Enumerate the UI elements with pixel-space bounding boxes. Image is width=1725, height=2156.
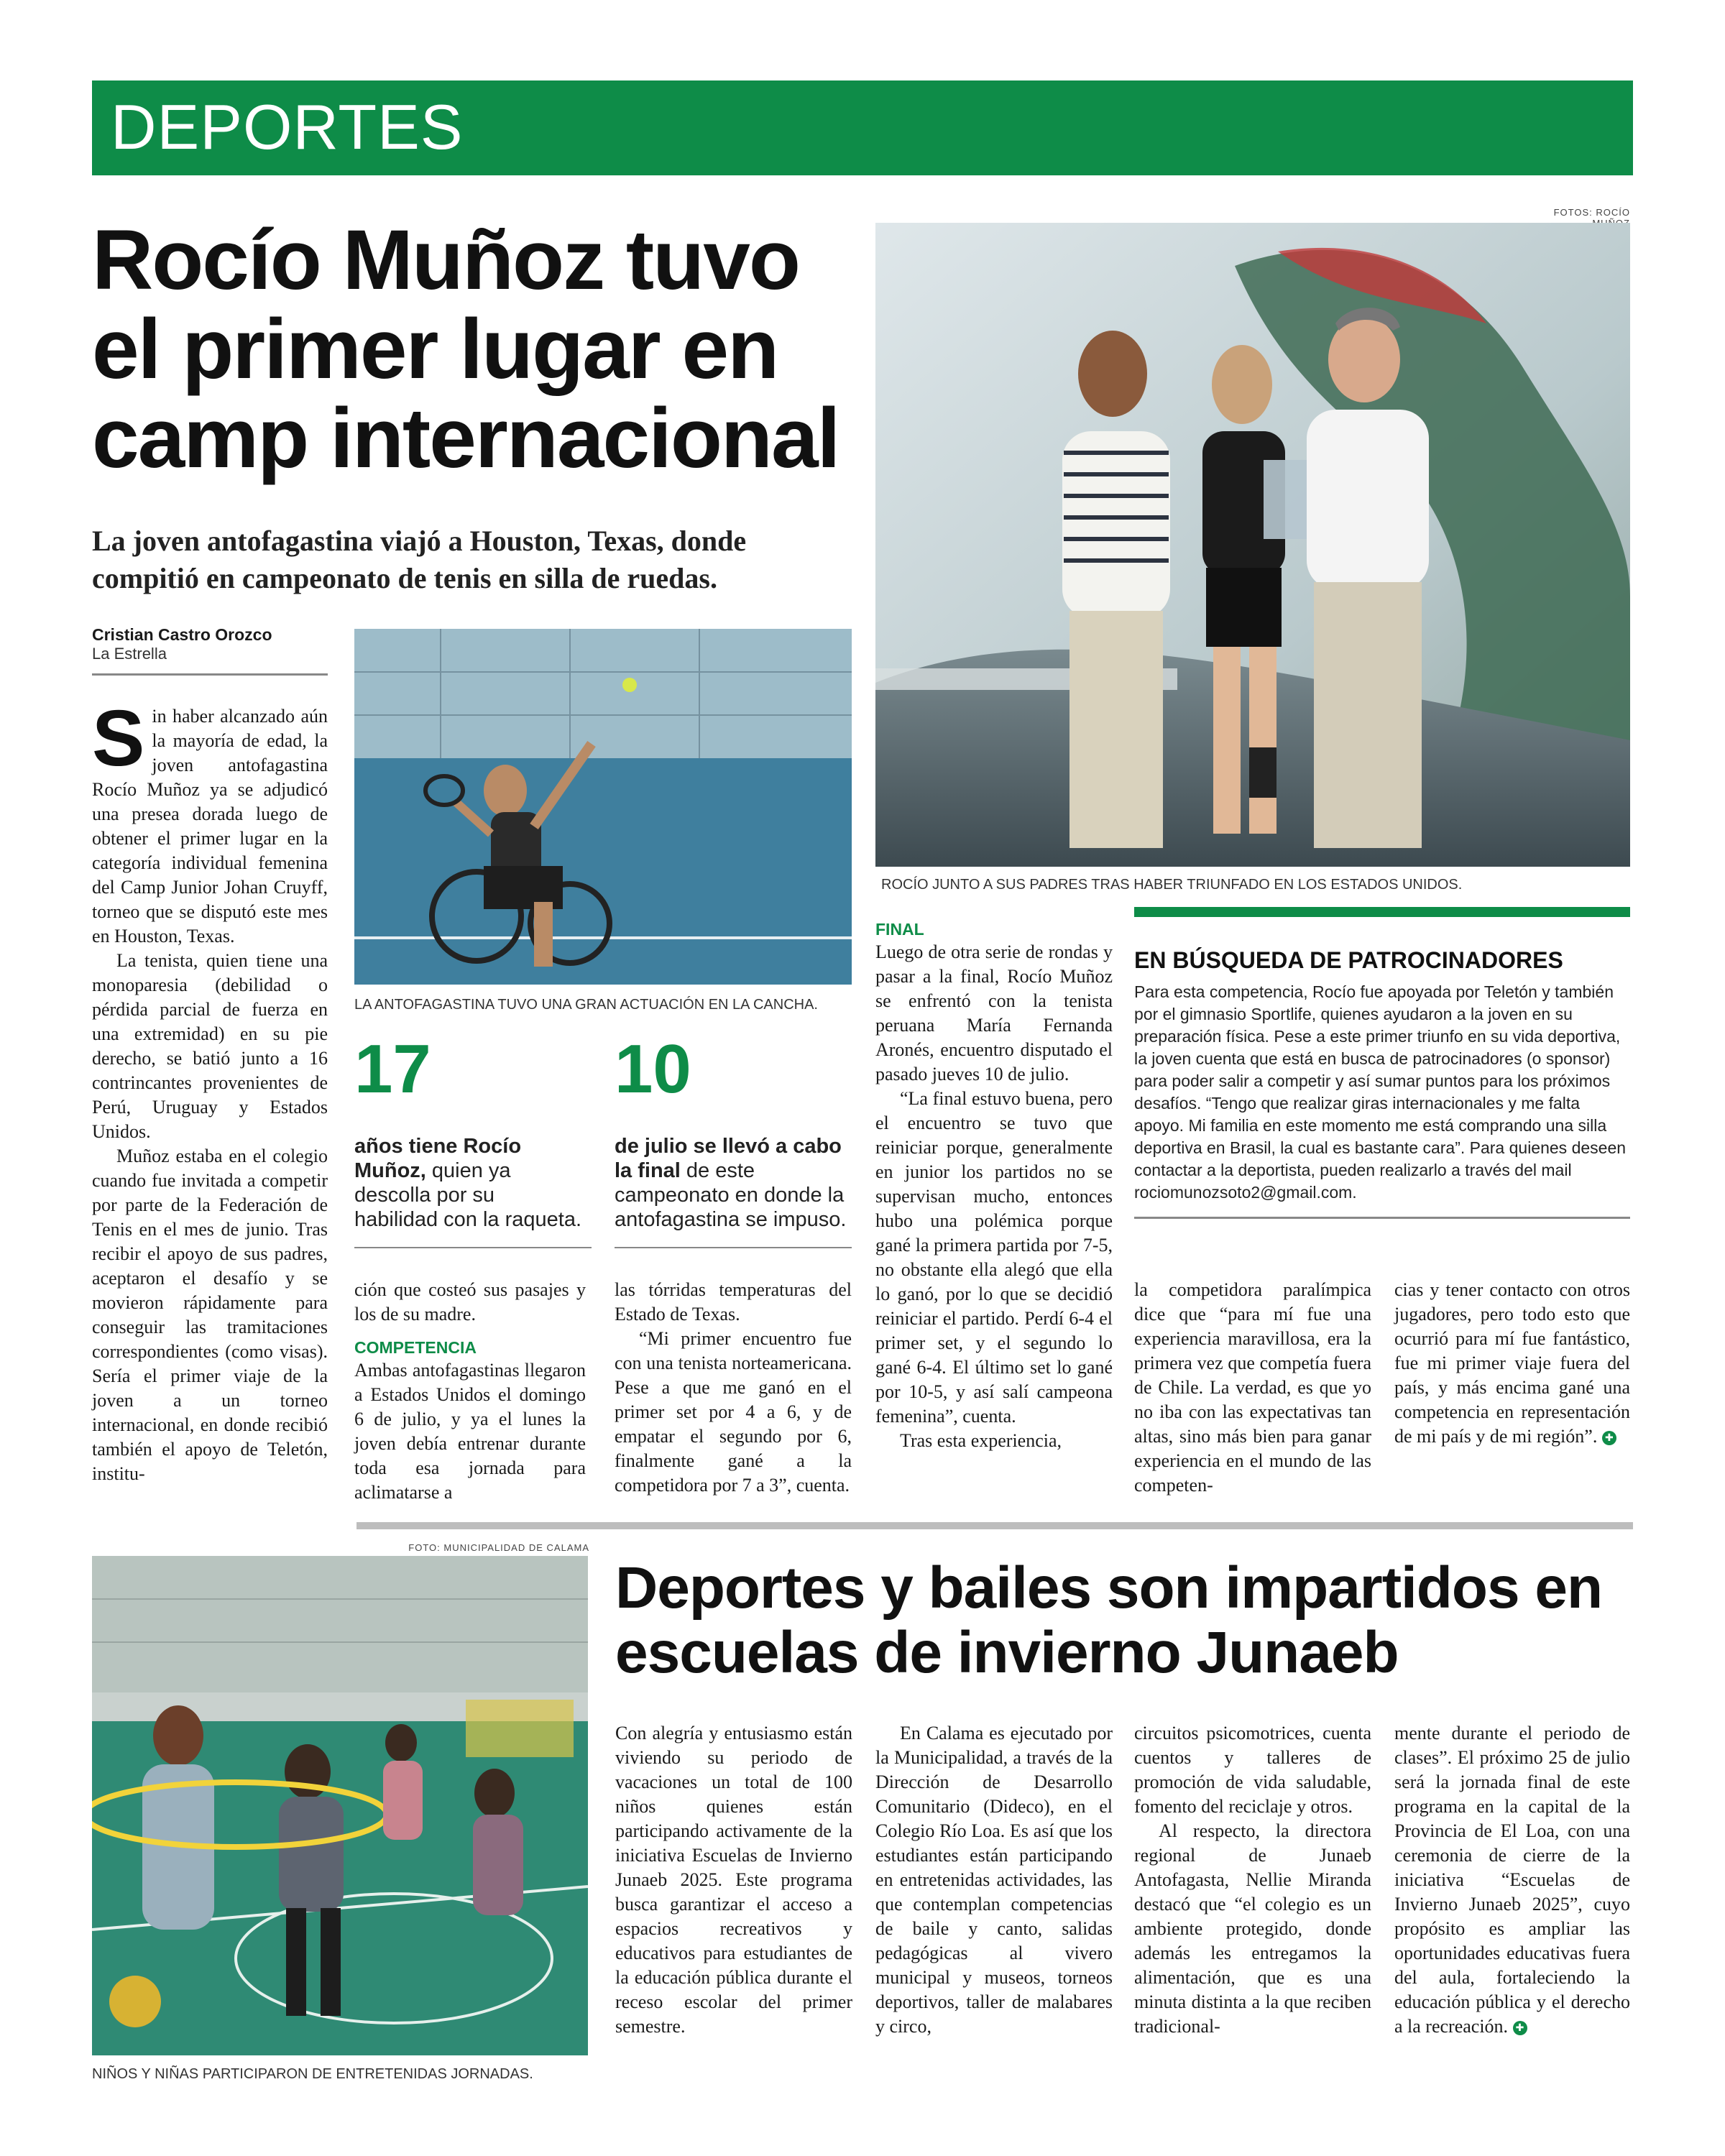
fact-text-bold: de julio se llevó a cabo la final	[615, 1135, 842, 1182]
article1-paragraph: La tenista, quien tiene una monoparesia (debilidad o pérdida parcial de fuerza en una extremidad) en su pie derecho, se batió junto a 16 contrincantes provenientes de Perú, Uruguay y Estados Unidos.	[92, 950, 328, 1142]
sponsor-sidebar	[1134, 907, 1630, 1219]
fact-text	[615, 1134, 852, 1232]
winter-school-photo	[92, 1556, 588, 2055]
article1-paragraph: Luego de otra serie de rondas y pasar a la final, Rocío Muñoz se enfrentó con la tenista peruana María Fernanda Aronés, encuentro disputado el pasado jueves 10 de julio.	[875, 941, 1113, 1084]
article1-paragraph: ción que costeó sus pasajes y los de su madre.	[354, 1279, 586, 1325]
photo-credit: FOTO: MUNICIPALIDAD DE CALAMA	[408, 1542, 589, 1553]
section-title: DEPORTES	[111, 91, 464, 162]
fact-rule	[354, 1247, 592, 1248]
main-headline: Rocío Muñoz tuvo el primer lugar en camp internacional	[92, 213, 840, 486]
main-subhead: La joven antofagastina viajó a Houston, Texas, donde compitió en campeonato de tenis en silla de ruedas.	[92, 525, 747, 594]
article2-column-1	[615, 1721, 852, 2039]
fact-text-bold: años tiene Rocío Muñoz,	[354, 1135, 522, 1182]
subhead-final: FINAL	[875, 920, 924, 939]
byline	[92, 625, 328, 676]
fact-box-10	[615, 1031, 852, 1232]
family-photo-graphic	[875, 223, 1630, 867]
winter-school-photo-graphic	[92, 1556, 588, 2055]
tennis-photo-graphic	[354, 629, 852, 985]
drop-cap: S	[92, 694, 145, 783]
article1-column-1	[92, 694, 328, 1486]
article2-paragraph	[1394, 1721, 1630, 2039]
article1-column-4	[875, 918, 1113, 1453]
winter-school-photo-caption: NIÑOS Y NIÑAS PARTICIPARON DE ENTRETENIDAS JORNADAS.	[92, 2066, 533, 2082]
article1-paragraph: la competidora paralímpica dice que “para mí fue una experiencia maravillosa, era la primera vez que competía fuera de Chile. La verdad, es que yo no iba con las expectativas tan altas, sino más bien para ganar experiencia en el mundo de las competen-	[1134, 1279, 1371, 1496]
article1-column-3	[615, 1278, 852, 1498]
byline-outlet: La Estrella	[92, 645, 167, 663]
article1-column-5	[1134, 1278, 1371, 1498]
family-photo-caption: ROCÍO JUNTO A SUS PADRES TRAS HABER TRIUNFADO EN LOS ESTADOS UNIDOS.	[881, 877, 1463, 893]
fact-box-17	[354, 1031, 583, 1232]
article1-paragraph: “Mi primer encuentro fue con una tenista norteamericana. Pese a que me ganó en el primer set por 4 a 6, y de empatar el segundo por 6, finalmente gané a la competidora por 7 a 3”, cuenta.	[615, 1328, 852, 1496]
end-mark-icon: ✚	[1513, 2021, 1527, 2035]
article1-paragraph	[1394, 1278, 1630, 1449]
article2-paragraph: Al respecto, la directora regional de Junaeb Antofagasta, Nellie Miranda destacó que “el colegio es un ambiente protegido, donde además les entregamos la alimentación, que es una minuta distinta a la que reciben tradicional-	[1134, 1820, 1371, 2037]
fact-rule	[615, 1247, 852, 1248]
article1-paragraph: Muñoz estaba en el colegio cuando fue invitada a competir por parte de la Federación de Tenis en el mes de junio. Tras recibir el apoyo de sus padres, aceptaron el desafío y se movieron rápidamente para conseguir las tramitaciones correspondientes (como visas). Sería el primer viaje de la joven a un torneo internacional, en donde recibió también el apoyo de Teletón, institu-	[92, 1146, 328, 1484]
family-photo	[875, 223, 1630, 867]
paragraph-text: cias y tener contacto con otros jugadores, pero todo esto que ocurrió para mí fue fantástico, fue mi primer viaje fuera del país, y más encima gané una competencia en representación de mi país y de mi región”.	[1394, 1279, 1630, 1447]
section-header-bar	[92, 80, 1633, 175]
article1-column-2	[354, 1278, 586, 1505]
sponsor-title: EN BÚSQUEDA DE PATROCINADORES	[1134, 947, 1563, 973]
article2-column-3	[1134, 1721, 1371, 2039]
sponsor-text: Para esta competencia, Rocío fue apoyada por Teletón y también por el gimnasio Sportlife, quienes ayudaron a la joven en su preparación física. Pese a este primer triunfo en su vida deportiva, la joven cuenta que está en busca de patrocinadores (o sponsor) para poder salir a competir y así sumar puntos para los próximos desafíos. “Tengo que realizar giras internacionales y me falta apoyo. Mi familia en este momento me está comprando una silla deportiva en Brasil, la cual es bastante cara”. Para quienes deseen contactar a la deportista, pueden realizarlo a través del mail rociomunozsoto2@gmail.com.	[1134, 982, 1627, 1202]
article2-column-4	[1394, 1721, 1630, 2039]
fact-number: 10	[615, 1031, 691, 1107]
second-headline: Deportes y bailes son impartidos en escuelas de invierno Junaeb	[615, 1555, 1603, 1685]
article2-paragraph: circuitos psicomotrices, cuenta cuentos y talleres de promoción de vida saludable, fomento del reciclaje y otros.	[1134, 1723, 1371, 1817]
article2-paragraph: En Calama es ejecutado por la Municipalidad, a través de la Dirección de Desarrollo Comunitario (Dideco), en el Colegio Río Loa. Es así que los estudiantes están participando en entretenidas actividades, las que contemplan competencias de baile y canto, salidas pedagógicas al vivero municipal y museos, torneos deportivos, taller de malabares y circo,	[875, 1723, 1113, 2037]
byline-author: Cristian Castro Orozco	[92, 625, 272, 644]
article1-column-6	[1394, 1278, 1630, 1449]
paragraph-text: in haber alcanzado aún la mayoría de edad, la joven antofagastina Rocío Muñoz ya se adjudicó una presea dorada luego de obtener el primer lugar en la categoría individual femenina del Camp Junior Johan Cruyff, torneo que se disputó este mes en Houston, Texas.	[92, 706, 328, 946]
tennis-photo	[354, 629, 852, 985]
paragraph-text: mente durante el periodo de clases”. El próximo 25 de julio será la jornada final de este programa en la capital de la Provincia de El Loa, con una ceremonia de cierre de la iniciativa “Escuelas de Invierno Junaeb 2025”, cuyo propósito es ampliar las oportunidades educativas fuera del aula, fortaleciendo la educación pública y el derecho a la recreación.	[1394, 1723, 1630, 2037]
article2-paragraph: Con alegría y entusiasmo están viviendo su periodo de vacaciones un total de 100 niños quienes están participando activamente de la iniciativa Escuelas de Invierno Junaeb 2025. Este programa busca garantizar el acceso a espacios recreativos y educativos para estudiantes de la educación pública durante el receso escolar del primer semestre.	[615, 1723, 852, 2037]
article2-column-2	[875, 1721, 1113, 2039]
photo-credit: FOTOS: ROCÍO	[1553, 207, 1630, 218]
article1-paragraph	[92, 694, 328, 949]
article1-paragraph: “La final estuvo buena, pero el encuentro se tuvo que reiniciar porque, generalmente en junior los partidos no se supervisan mucho, entonces hubo una polémica porque gané la primera partida por 7-5, no obstante ella alegó que ella lo ganó, por lo que se decidió reiniciar el partido. Perdí 6-4 el primer set, y el segundo lo gané 6-4. El último set lo gané por 10-5, y así salí campeona femenina”, cuenta.	[875, 1088, 1113, 1427]
fact-text-rest: quien ya descolla por su habilidad con la raqueta.	[354, 1159, 582, 1231]
fact-text	[354, 1134, 583, 1232]
tennis-photo-caption: LA ANTOFAGASTINA TUVO UNA GRAN ACTUACIÓN EN LA CANCHA.	[354, 997, 818, 1013]
fact-text-rest: de este campeonato en donde la antofagastina se impuso.	[615, 1159, 847, 1231]
article1-paragraph: Tras esta experiencia,	[900, 1430, 1062, 1451]
subhead-competencia: COMPETENCIA	[354, 1338, 477, 1357]
fact-number: 17	[354, 1031, 431, 1107]
article1-paragraph: las tórridas temperaturas del Estado de Texas.	[615, 1279, 852, 1325]
end-mark-icon: ✚	[1602, 1431, 1616, 1445]
article1-paragraph: Ambas antofagastinas llegaron a Estados Unidos el domingo 6 de julio, y ya el lunes la joven debía entrenar durante toda esa jornada para aclimatarse a	[354, 1360, 586, 1503]
article-divider	[356, 1522, 1633, 1529]
